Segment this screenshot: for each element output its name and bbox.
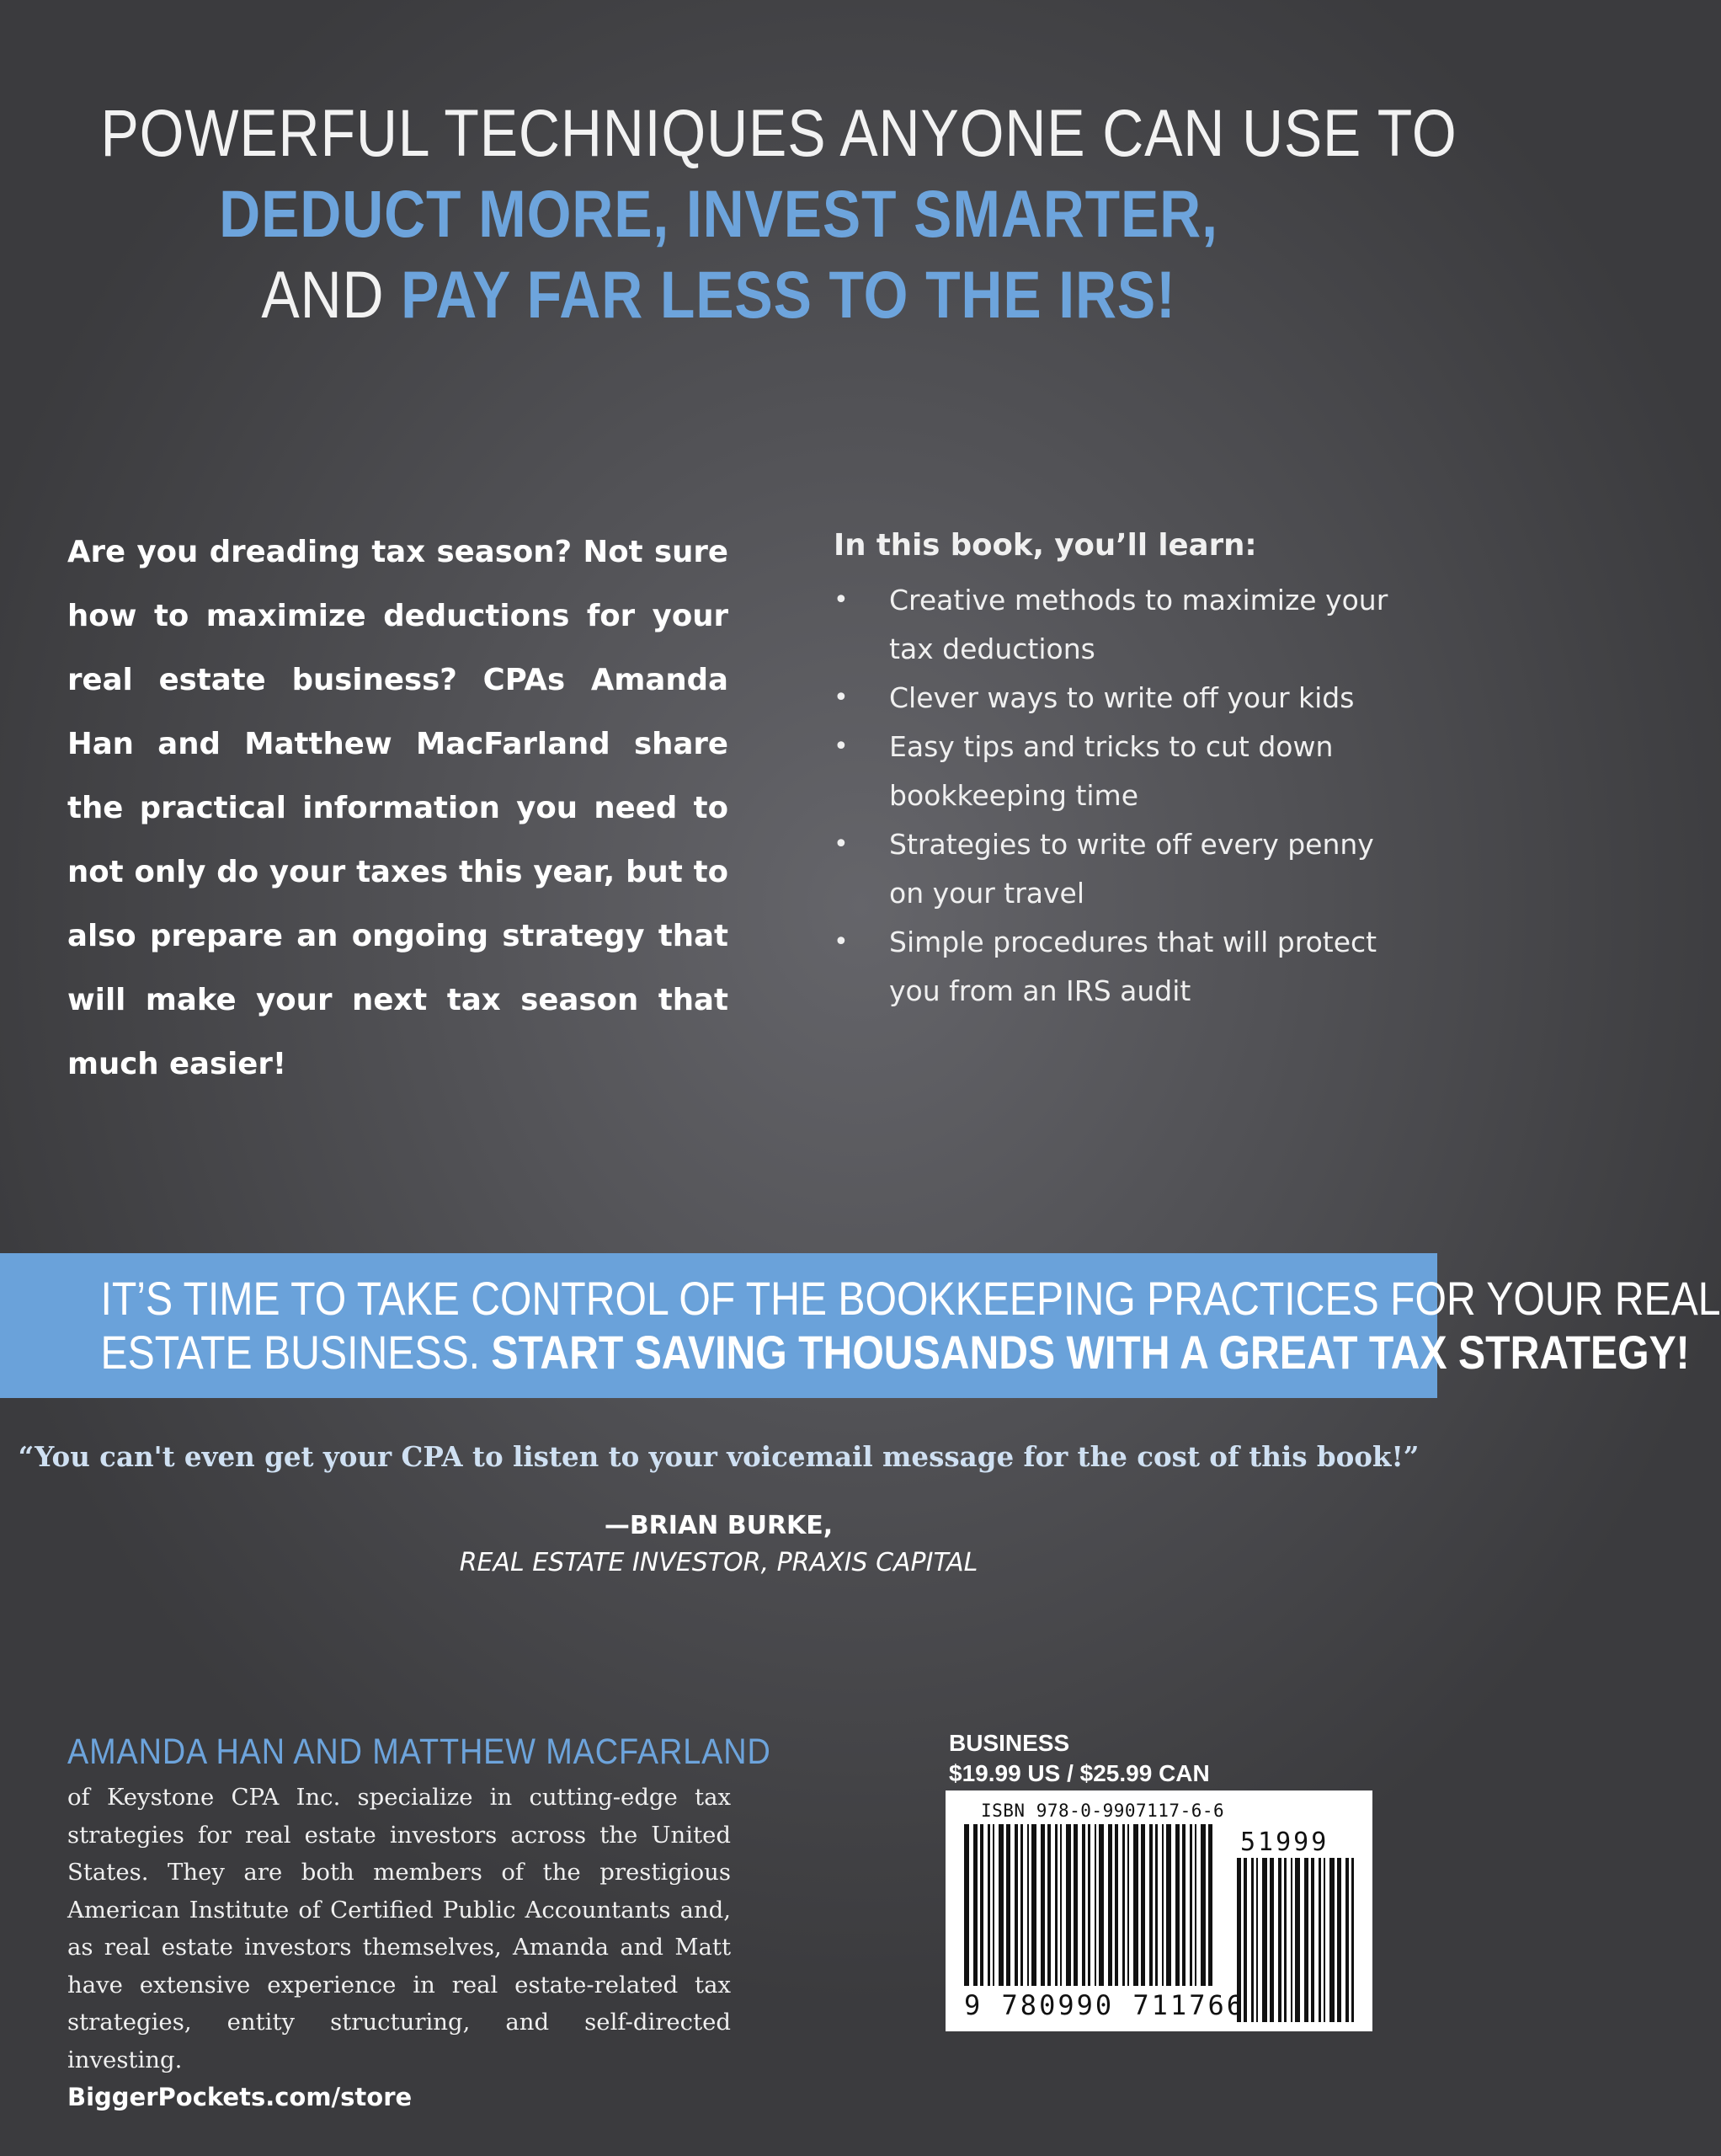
- banner-line-1: IT’S TIME TO TAKE CONTROL OF THE BOOKKEEPING PRACTICES FOR YOUR REAL: [100, 1272, 1721, 1325]
- list-item: [834, 576, 1406, 674]
- barcode-bar: [1201, 1824, 1206, 1986]
- barcode-bar: [1060, 1824, 1062, 1986]
- barcode-bar: [1115, 1824, 1118, 1986]
- list-item-text: Strategies to write off every penny on your travel: [889, 828, 1374, 910]
- barcode-bar: [1345, 1858, 1349, 2022]
- list-item-text: Easy tips and tricks to cut down bookkeeping time: [889, 730, 1334, 812]
- barcode-bar: [1208, 1824, 1212, 1986]
- barcode-bar: [1095, 1824, 1096, 1986]
- barcode-bar: [1319, 1858, 1321, 2022]
- barcode-bar: [1256, 1858, 1258, 2022]
- barcode-bar: [980, 1824, 983, 1986]
- barcode-bar: [1015, 1824, 1018, 1986]
- headline-line-3-accent: PAY FAR LESS TO THE IRS!: [401, 257, 1176, 332]
- banner-text: [100, 1272, 1721, 1380]
- list-item: [834, 918, 1406, 1016]
- bullet-icon: •: [834, 927, 849, 957]
- author-name: AMANDA HAN AND MATTHEW MACFARLAND: [67, 1732, 771, 1772]
- testimonial-quote: “You can't even get your CPA to listen to your voicemail message for the cost of this book!”: [18, 1440, 1420, 1473]
- bullet-icon: •: [834, 585, 849, 615]
- barcode-bar: [1162, 1824, 1164, 1986]
- barcode-bar: [1066, 1824, 1071, 1986]
- barcode-bar: [964, 1824, 969, 1986]
- barcode-bar: [1047, 1824, 1051, 1986]
- barcode-bar: [988, 1824, 990, 1986]
- barcode-bar: [1329, 1858, 1335, 2022]
- list-item-text: Creative methods to maximize your tax deductions: [889, 584, 1388, 665]
- barcode-bar: [1122, 1824, 1125, 1986]
- barcode-bar: [1337, 1858, 1341, 2022]
- barcode-bar: [1278, 1858, 1281, 2022]
- headline-line-2: DEDUCT MORE, INVEST SMARTER,: [219, 176, 1218, 251]
- barcode-bar: [1195, 1824, 1196, 1986]
- book-price: $19.99 US / $25.99 CAN: [949, 1760, 1210, 1786]
- barcode-bar: [1020, 1824, 1023, 1986]
- list-item-text: Clever ways to write off your kids: [889, 681, 1355, 714]
- list-item: [834, 723, 1406, 820]
- call-to-action-banner: [0, 1253, 1721, 1398]
- headline: [100, 93, 1457, 335]
- barcode-bar: [1074, 1824, 1078, 1986]
- barcode-bar: [1262, 1858, 1267, 2022]
- barcode-bar: [1295, 1858, 1300, 2022]
- barcode-bar: [1099, 1824, 1104, 1986]
- testimonial-name: —BRIAN BURKE,: [604, 1511, 834, 1540]
- barcode-bar: [1141, 1824, 1145, 1986]
- barcode-bar: [1133, 1824, 1138, 1986]
- headline-line-1: POWERFUL TECHNIQUES ANYONE CAN USE TO: [100, 95, 1457, 170]
- banner-line-2-bold: START SAVING THOUSANDS WITH A GREAT TAX STRATEGY!: [491, 1326, 1690, 1379]
- barcode-ean-number: 9 780990 711766: [964, 1989, 1245, 2021]
- barcode-bar: [1027, 1824, 1029, 1986]
- banner-line-2-thin: ESTATE BUSINESS.: [100, 1326, 492, 1379]
- barcode-bar: [1284, 1858, 1287, 2022]
- learn-heading: In this book, you’ll learn:: [834, 528, 1257, 563]
- barcode-bar: [1149, 1824, 1153, 1986]
- barcode-bar: [1082, 1824, 1085, 1986]
- testimonial-attribution: [0, 1508, 1437, 1582]
- barcode-bar: [1166, 1824, 1171, 1986]
- barcode-bar: [1041, 1824, 1045, 1986]
- intro-paragraph: Are you dreading tax season? Not sure how to maximize deductions for your real estate business? CPAs Amanda Han and Matthew MacFarland share the practical information you need to not only do your taxes this year, but to also prepare an ongoing strategy that will make your next tax season that much easier!: [67, 535, 728, 1081]
- book-category: BUSINESS: [949, 1730, 1070, 1756]
- bullet-icon: •: [834, 683, 849, 712]
- testimonial-title: REAL ESTATE INVESTOR, PRAXIS CAPITAL: [459, 1548, 978, 1577]
- bullet-icon: •: [834, 830, 849, 859]
- list-item-text: Simple procedures that will protect you from an IRS audit: [889, 926, 1377, 1007]
- barcode-bar: [1155, 1824, 1158, 1986]
- barcode-bar: [1190, 1824, 1192, 1986]
- bullet-icon: •: [834, 732, 849, 761]
- store-url: BiggerPockets.com/store: [67, 2083, 413, 2111]
- list-item: [834, 674, 1406, 723]
- author-bio: of Keystone CPA Inc. specialize in cutting-edge tax strategies for real estate investors across the United States. They are both members of the prestigious American Institute of Certified Public Accountants and, as real estate investors themselves, Amanda and Matt have extensive experience in real estate-related tax strategies, entity structuring, and self-directed investing.: [67, 1784, 731, 2073]
- barcode-bar: [1006, 1824, 1010, 1986]
- learn-list: [834, 576, 1406, 1016]
- headline-line-3: [100, 254, 1336, 335]
- barcode-bar: [999, 1824, 1004, 1986]
- barcode-bar: [1127, 1824, 1129, 1986]
- barcode-bar: [1175, 1824, 1180, 1986]
- barcode-bar: [1251, 1858, 1254, 2022]
- barcode-bar: [1055, 1824, 1058, 1986]
- list-item: [834, 820, 1406, 918]
- banner-line-2: [100, 1326, 1690, 1380]
- barcode-bar: [1182, 1824, 1186, 1986]
- barcode-bar: [1031, 1824, 1036, 1986]
- barcode-bar: [993, 1824, 994, 1986]
- barcode: [946, 1790, 1372, 2031]
- barcode-bar: [1270, 1858, 1274, 2022]
- barcode-bar: [1291, 1858, 1292, 2022]
- learn-section: [834, 522, 1406, 1016]
- barcode-bar: [1088, 1824, 1090, 1986]
- isbn-label: ISBN 978-0-9907117-6-6: [981, 1801, 1225, 1821]
- barcode-bar: [1324, 1858, 1325, 2022]
- barcode-bar: [973, 1824, 978, 1986]
- barcode-bar: [1311, 1858, 1314, 2022]
- barcode-bar: [1108, 1824, 1112, 1986]
- headline-line-3-prefix: AND: [261, 257, 402, 332]
- barcode-addon-number: 51999: [1240, 1828, 1329, 1857]
- barcode-bar: [1304, 1858, 1308, 2022]
- barcode-bar: [1351, 1858, 1354, 2022]
